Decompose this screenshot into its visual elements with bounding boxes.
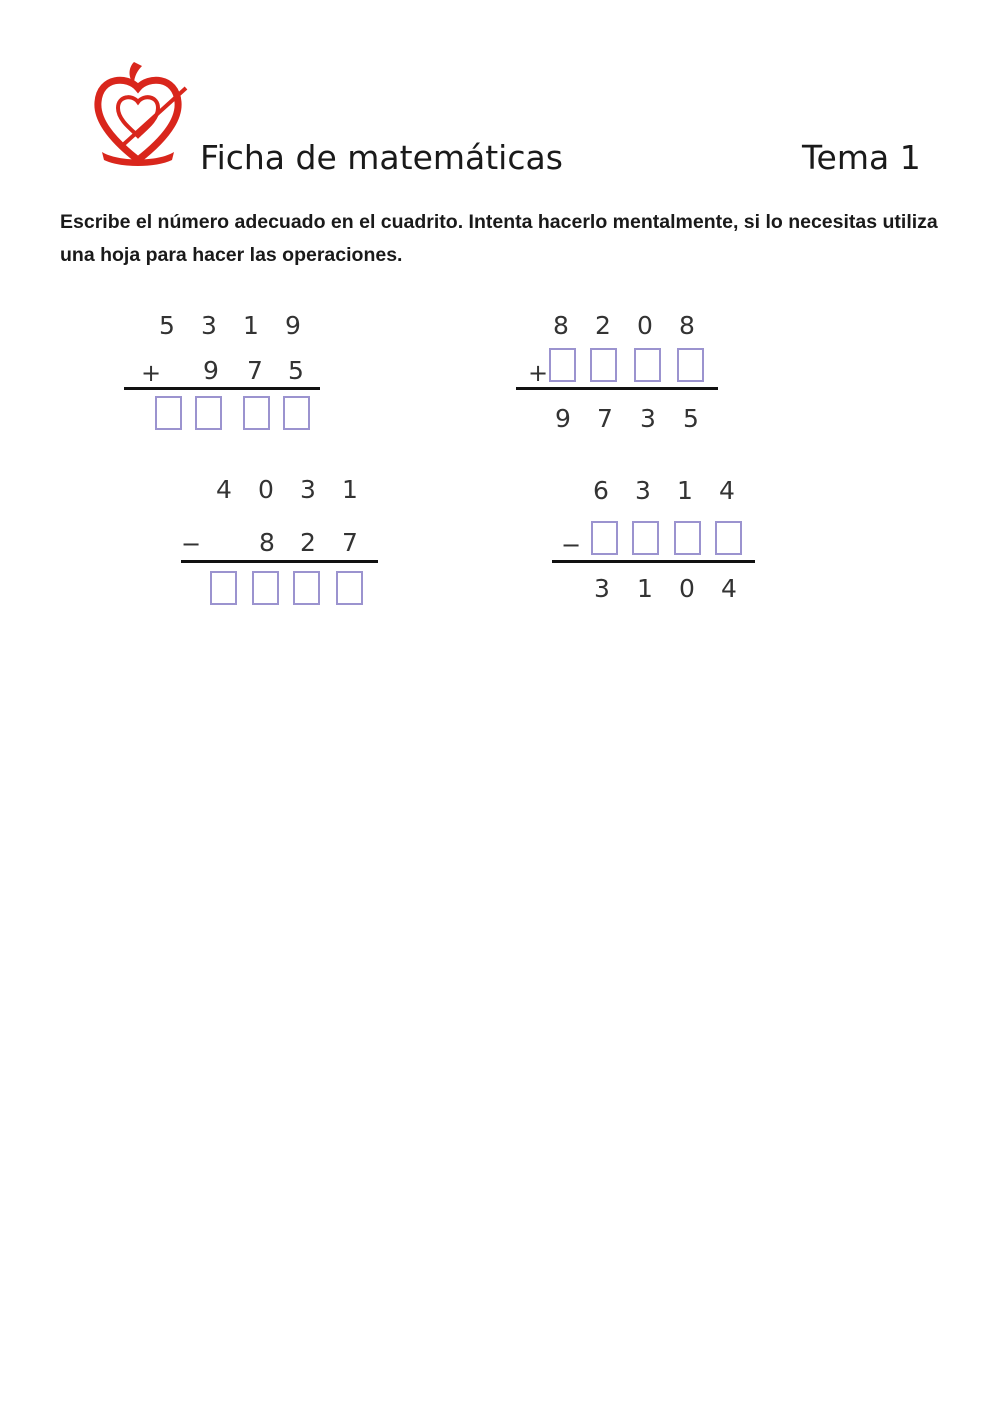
answer-box[interactable] — [252, 571, 279, 605]
digit: 2 — [595, 311, 611, 340]
plus-sign: + — [140, 359, 162, 387]
digit: 8 — [259, 528, 275, 557]
answer-box[interactable] — [195, 396, 222, 430]
minus-sign: − — [180, 530, 202, 558]
instructions-text: Escribe el número adecuado en el cuadrito. Intenta hacerlo mentalmente, si lo necesitas utiliza una hoja para hacer las operaciones. — [60, 211, 938, 266]
digit: 9 — [285, 311, 301, 340]
digit: 7 — [342, 528, 358, 557]
digit: 5 — [683, 404, 699, 433]
plus-sign: + — [527, 359, 549, 387]
difference-line — [181, 560, 378, 563]
digit: 9 — [555, 404, 571, 433]
answer-box[interactable] — [549, 348, 576, 382]
answer-box[interactable] — [715, 521, 742, 555]
page-title: Ficha de matemáticas — [200, 138, 563, 177]
answer-box[interactable] — [283, 396, 310, 430]
answer-box[interactable] — [243, 396, 270, 430]
digit: 4 — [721, 574, 737, 603]
answer-box[interactable] — [632, 521, 659, 555]
answer-box[interactable] — [155, 396, 182, 430]
minus-sign: − — [560, 531, 582, 559]
answer-box[interactable] — [336, 571, 363, 605]
digit: 9 — [203, 356, 219, 385]
digit: 2 — [300, 528, 316, 557]
answer-box[interactable] — [634, 348, 661, 382]
digit: 1 — [243, 311, 259, 340]
digit: 3 — [635, 476, 651, 505]
digit: 8 — [679, 311, 695, 340]
topic-label: Tema 1 — [802, 138, 921, 177]
digit: 6 — [593, 476, 609, 505]
digit: 7 — [247, 356, 263, 385]
digit: 4 — [216, 475, 232, 504]
digit: 3 — [300, 475, 316, 504]
digit: 8 — [553, 311, 569, 340]
digit: 3 — [640, 404, 656, 433]
answer-box[interactable] — [674, 521, 701, 555]
digit: 1 — [677, 476, 693, 505]
difference-line — [552, 560, 755, 563]
digit: 3 — [201, 311, 217, 340]
digit: 5 — [159, 311, 175, 340]
digit: 4 — [719, 476, 735, 505]
digit: 3 — [594, 574, 610, 603]
answer-box[interactable] — [590, 348, 617, 382]
digit: 5 — [288, 356, 304, 385]
answer-box[interactable] — [591, 521, 618, 555]
answer-box[interactable] — [293, 571, 320, 605]
digit: 0 — [258, 475, 274, 504]
answer-box[interactable] — [677, 348, 704, 382]
digit: 0 — [637, 311, 653, 340]
digit: 7 — [597, 404, 613, 433]
sum-line — [124, 387, 320, 390]
sum-line — [516, 387, 718, 390]
digit: 0 — [679, 574, 695, 603]
apple-heart-logo-icon — [88, 58, 188, 170]
answer-box[interactable] — [210, 571, 237, 605]
digit: 1 — [342, 475, 358, 504]
digit: 1 — [637, 574, 653, 603]
